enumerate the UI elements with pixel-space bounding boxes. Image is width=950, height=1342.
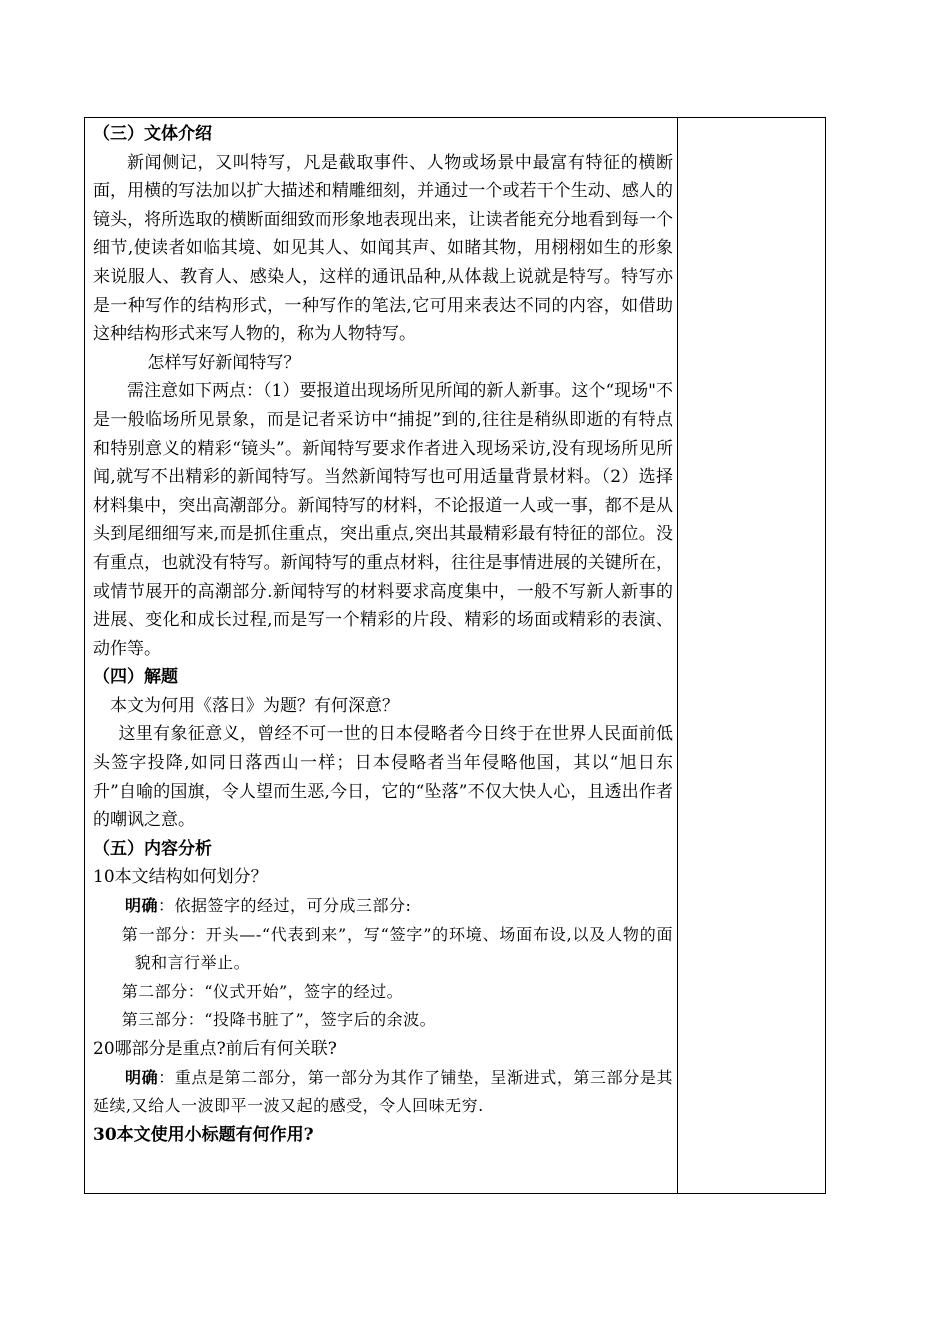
section-3-question: 怎样写好新闻特写？ <box>147 352 301 373</box>
section-3-paragraph-1: 新闻侧记，又叫特写，凡是截取事件、人物或场景中最富有特征的横断面，用横的写法加以扩大描述和精雕细刻，并通过一个或若干个生动、感人的镜头，将所选取的横断面细致而形象地表现出来，让读者能充分地看到每一个细节,使读者如临其境、如见其人、如闻其声、如睹其物，用栩栩如生的形象来说服人、教育人、感染人，这样的通讯品种,从体裁上说就是特写。特写亦是一种写作的结构形式，一种写作的笔法,它可用来表达不同的内容，如借助这种结构形式来写人物的，称为人物特写。 <box>93 152 673 345</box>
section-5-question-3: 30本文使用小标题有何作用? <box>93 1124 314 1145</box>
section-5-question-2: 20哪部分是重点?前后有何关联? <box>93 1039 337 1059</box>
section-5-answer-1 <box>93 892 673 921</box>
main-cell <box>93 120 673 1149</box>
lesson-table <box>84 117 826 1194</box>
section-3-heading: （三）文体介绍 <box>93 124 212 144</box>
answer-text: ：依据签字的经过，可分成三部分: <box>158 896 412 916</box>
structure-part-1: 第一部分：开头—-“代表到来”，写“签字”的环境、场面布设,以及人物的面貌和言行举止。 <box>121 924 673 973</box>
answer-label: 明确 <box>125 1067 159 1087</box>
section-4-heading: （四）解题 <box>93 667 178 688</box>
section-5-heading: （五）内容分析 <box>93 838 212 859</box>
section-4-question: 本文为何用《落日》为题？有何深意？ <box>110 695 399 716</box>
answer-text: ：重点是第二部分，第一部分为其作了铺垫，呈渐进式，第三部分是其延续,又给人一波即平一波又起的感受，令人回味无穷. <box>93 1067 673 1116</box>
notes-cell <box>678 118 825 1193</box>
structure-part-3: 第三部分：“投降书脏了”，签字后的余波。 <box>121 1010 437 1030</box>
answer-label: 明确 <box>125 896 159 916</box>
section-5-answer-2 <box>93 1064 673 1121</box>
structure-part-2: 第二部分：“仪式开始”，签字的经过。 <box>121 981 404 1001</box>
section-4-answer: 这里有象征意义，曾经不可一世的日本侵略者今日终于在世界人民面前低头签字投降,如同日落西山一样；日本侵略者当年侵略他国，其以“旭日东升”自喻的国旗，令人望而生恶,今日，它的“坠落”不仅大快人心，且透出作者的嘲讽之意。 <box>93 724 673 831</box>
section-3-paragraph-2: 需注意如下两点：（1）要报道出现场所见所闻的新人新事。这个“现场"不是一般临场所见景象，而是记者采访中“捕捉”到的,往往是稍纵即逝的有特点和特别意义的精彩“镜头”。新闻特写要求作者进入现场采访,没有现场所见所闻,就写不出精彩的新闻特写。当然新闻特写也可用适量背景材料。（2）选择材料集中，突出高潮部分。新闻特写的材料，不论报道一人或一事，都不是从头到尾细细写来,而是抓住重点，突出重点,突出其最精彩最有特征的部位。没有重点，也就没有特写。新闻特写的重点材料，往往是事情进展的关键所在，或情节展开的高潮部分.新闻特写的材料要求高度集中，一般不写新人新事的进展、变化和成长过程,而是写一个精彩的片段、精彩的场面或精彩的表演、动作等。 <box>93 381 673 659</box>
section-5-question-1: 10本文结构如何划分？ <box>93 867 268 888</box>
